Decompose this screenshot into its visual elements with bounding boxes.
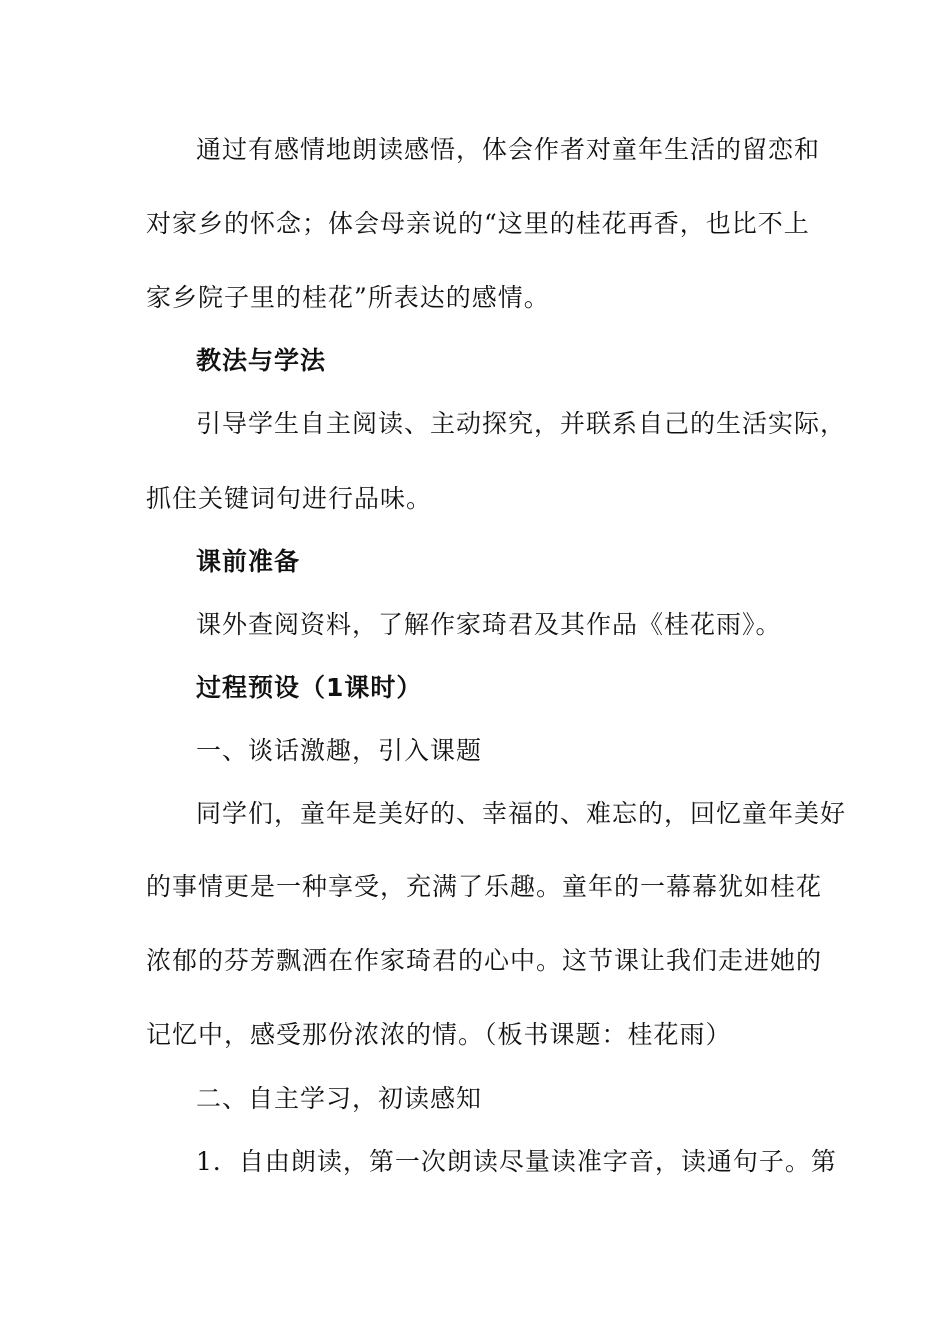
paragraph-preparation: 课外查阅资料，了解作家琦君及其作品《桂花雨》。 (196, 610, 782, 639)
paragraph-intro-line-3: 浓郁的芬芳飘洒在作家琦君的心中。这节课让我们走进她的 (146, 946, 823, 975)
section-two-title: 二、自主学习，初读感知 (196, 1084, 483, 1113)
paragraph-goal-line-2: 对家乡的怀念；体会母亲说的“这里的桂花再香，也比不上 (146, 209, 810, 238)
heading-teaching-method: 教法与学法 (196, 346, 327, 375)
paragraph-goal-line-3: 家乡院子里的桂花”所表达的感情。 (146, 283, 550, 312)
section-one-title: 一、谈话激趣，引入课题 (196, 736, 483, 765)
paragraph-method-line-1: 引导学生自主阅读、主动探究，并联系自己的生活实际， (196, 409, 847, 438)
paragraph-method-line-2: 抓住关键词句进行品味。 (146, 484, 433, 513)
heading-process: 过程预设（1课时） (196, 673, 423, 702)
paragraph-intro-line-4: 记忆中，感受那份浓浓的情。（板书课题：桂花雨） (146, 1020, 732, 1049)
heading-preparation: 课前准备 (196, 547, 301, 576)
paragraph-goal-line-1: 通过有感情地朗读感悟，体会作者对童年生活的留恋和 (196, 135, 821, 164)
paragraph-intro-line-1: 同学们，童年是美好的、幸福的、难忘的，回忆童年美好 (196, 799, 847, 828)
paragraph-intro-line-2: 的事情更是一种享受，充满了乐趣。童年的一幕幕犹如桂花 (146, 872, 823, 901)
list-item-1: 1．自由朗读，第一次朗读尽量读准字音，读通句子。第 (196, 1147, 837, 1176)
